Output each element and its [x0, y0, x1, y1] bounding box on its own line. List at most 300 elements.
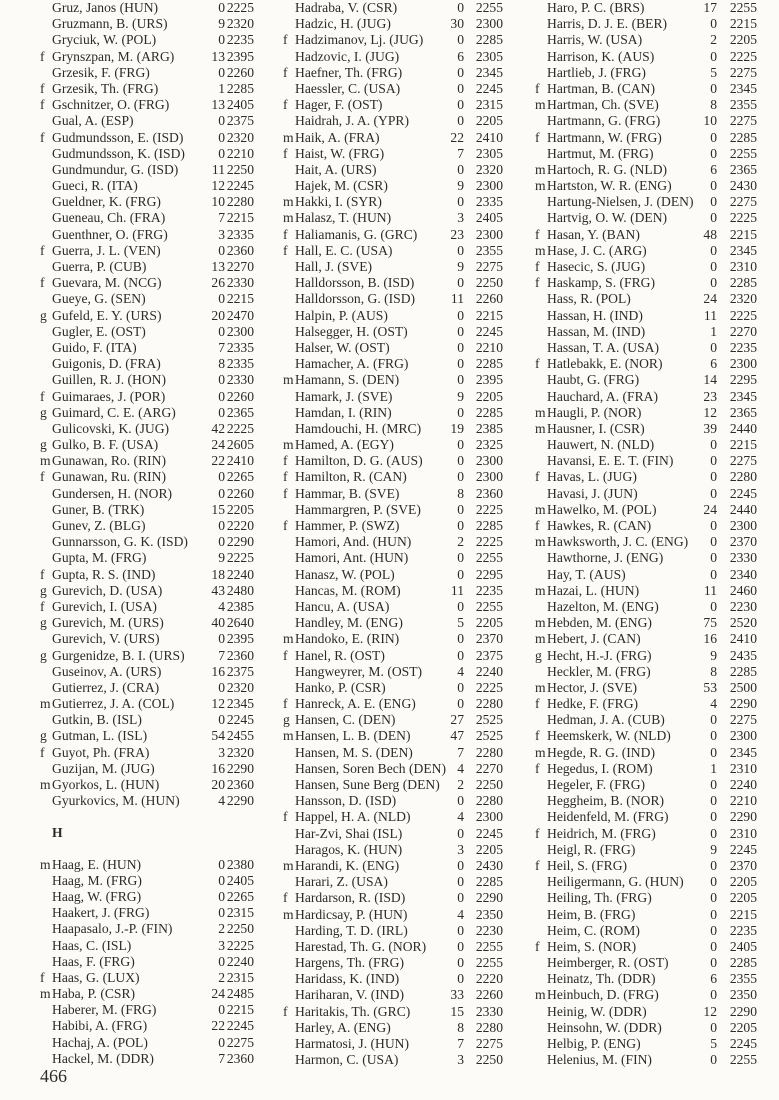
player-entry [535, 81, 760, 97]
rating: 2245 [729, 485, 757, 501]
player-entry [283, 890, 508, 906]
player-name: Hay, T. (AUS) [547, 566, 626, 582]
title-code: m [535, 404, 546, 420]
player-entry [535, 65, 760, 81]
rating: 2245 [475, 825, 503, 841]
title-code: m [283, 372, 294, 388]
player-entry [535, 696, 760, 712]
rating: 2275 [729, 64, 757, 80]
games-count: 5 [710, 64, 717, 80]
player-name: Hansen, C. (DEN) [295, 712, 396, 728]
player-entry [535, 372, 760, 388]
player-name: Hammargren, P. (SVE) [295, 501, 421, 517]
player-name: Habibi, A. (FRG) [52, 1018, 148, 1034]
player-name: Heinbuch, D. (FRG) [547, 987, 659, 1003]
rating: 2220 [475, 971, 503, 987]
player-entry [283, 1052, 508, 1068]
games-count: 20 [211, 777, 225, 792]
rating: 2290 [226, 793, 254, 809]
rating: 2215 [226, 291, 254, 307]
player-name: Haugli, P. (NOR) [547, 404, 642, 420]
player-entry [283, 97, 508, 113]
games-count: 9 [457, 178, 464, 194]
player-name: Helbig, P. (ENG) [547, 1036, 641, 1051]
player-name: Hauwert, N. (NLD) [547, 437, 655, 453]
games-count: 17 [703, 0, 717, 15]
games-count: 9 [710, 841, 717, 857]
player-name: Hansen, Soren Bech (DEN) [295, 760, 446, 776]
player-name: Gupta, M. (FRG) [52, 550, 147, 566]
title-code: g [40, 437, 47, 453]
player-entry [535, 842, 760, 858]
player-entry [40, 1051, 260, 1067]
player-entry [283, 275, 508, 291]
player-entry [535, 291, 760, 307]
player-entry [40, 680, 260, 696]
games-count: 0 [218, 372, 225, 388]
games-count: 0 [218, 469, 225, 485]
games-count: 0 [218, 872, 225, 888]
games-count: 0 [710, 145, 717, 161]
rating: 2255 [475, 598, 503, 614]
rating: 2330 [729, 550, 757, 566]
player-entry [40, 275, 260, 291]
games-count: 8 [710, 97, 717, 113]
games-count: 5 [457, 615, 464, 631]
games-count: 0 [457, 938, 464, 954]
rating: 2275 [475, 259, 503, 274]
rating: 2225 [729, 210, 757, 226]
games-count: 0 [710, 938, 717, 954]
player-name: Gschnitzer, O. (FRG) [52, 97, 170, 113]
player-entry [283, 583, 508, 599]
player-name: Hamed, A. (EGY) [295, 437, 394, 453]
rating: 2345 [729, 388, 757, 404]
player-entry [40, 340, 260, 356]
player-name: Hasecic, S. (JUG) [547, 259, 646, 274]
title-code: f [535, 129, 540, 145]
rating: 2280 [475, 744, 503, 760]
rating: 2335 [226, 226, 254, 242]
player-name: Gyorkos, L. (HUN) [52, 777, 160, 792]
player-name: Hancas, M. (ROM) [295, 582, 401, 598]
player-entry [535, 664, 760, 680]
player-name: Heidenfeld, M. (FRG) [547, 809, 669, 825]
player-name: Guevara, M. (NCG) [52, 275, 162, 291]
player-name: Harding, T. D. (IRL) [295, 922, 408, 938]
player-entry [40, 486, 260, 502]
games-count: 0 [457, 356, 464, 372]
rating: 2260 [475, 987, 503, 1003]
games-count: 0 [710, 194, 717, 210]
games-count: 19 [450, 420, 464, 436]
player-name: Hachaj, A. (POL) [52, 1034, 148, 1050]
player-entry [283, 194, 508, 210]
player-entry [283, 534, 508, 550]
rating: 2405 [226, 872, 254, 888]
player-name: Gutman, L. (ISL) [52, 728, 148, 744]
player-name: Haefner, Th. (FRG) [295, 64, 403, 80]
player-entry [535, 130, 760, 146]
games-count: 23 [450, 226, 464, 242]
player-entry [40, 210, 260, 226]
games-count: 0 [710, 518, 717, 533]
rating: 2295 [475, 566, 503, 582]
rating: 2215 [475, 307, 503, 323]
player-entry [40, 453, 260, 469]
games-count: 0 [457, 194, 464, 210]
title-code: m [283, 194, 294, 210]
player-entry [535, 421, 760, 437]
games-count: 39 [703, 420, 717, 436]
player-name: Hadraba, V. (CSR) [295, 0, 398, 15]
rating: 2320 [226, 744, 254, 760]
player-entry [535, 502, 760, 518]
player-entry [283, 162, 508, 178]
title-code: g [40, 647, 47, 663]
games-count: 0 [710, 825, 717, 841]
player-name: Gudmundsson, E. (ISD) [52, 129, 184, 145]
player-entry [283, 356, 508, 372]
rating: 2235 [729, 922, 757, 938]
player-entry [283, 437, 508, 453]
games-count: 13 [211, 97, 225, 113]
title-code: m [40, 453, 51, 469]
player-entry [535, 16, 760, 32]
player-name: Hanko, P. (CSR) [295, 679, 386, 695]
title-code: f [535, 825, 540, 841]
player-name: Grynszpan, M. (ARG) [52, 48, 175, 64]
player-entry [283, 1004, 508, 1020]
player-entry [40, 696, 260, 712]
title-code: m [535, 242, 546, 258]
games-count: 0 [710, 809, 717, 825]
title-code: f [535, 696, 540, 712]
rating: 2205 [729, 32, 757, 48]
player-entry [535, 178, 760, 194]
player-entry [283, 243, 508, 259]
player-entry [283, 955, 508, 971]
rating: 2205 [226, 501, 254, 517]
player-name: Hammar, B. (SVE) [295, 485, 400, 501]
player-name: Havansi, E. E. T. (FIN) [547, 453, 674, 469]
player-name: Gryciuk, W. (POL) [52, 32, 157, 48]
games-count: 0 [218, 631, 225, 647]
player-entry [283, 728, 508, 744]
rating: 2355 [729, 971, 757, 987]
title-code: f [283, 1003, 288, 1019]
player-name: Gudmundsson, K. (ISD) [52, 145, 185, 161]
games-count: 40 [211, 615, 225, 631]
games-count: 0 [457, 631, 464, 647]
player-name: Grzesik, F. (FRG) [52, 64, 150, 80]
player-entry [283, 372, 508, 388]
player-name: Hamori, And. (HUN) [295, 534, 412, 550]
player-name: Harley, A. (ENG) [295, 1019, 391, 1035]
games-count: 0 [710, 210, 717, 226]
games-count: 27 [450, 712, 464, 728]
player-name: Hector, J. (SVE) [547, 679, 638, 695]
player-entry [283, 826, 508, 842]
games-count: 2 [457, 534, 464, 550]
player-entry [283, 712, 508, 728]
title-code: f [40, 969, 45, 985]
games-count: 0 [218, 145, 225, 161]
games-count: 0 [710, 987, 717, 1003]
games-count: 7 [457, 145, 464, 161]
player-name: Hansen, Sune Berg (DEN) [295, 777, 440, 792]
rating: 2240 [226, 953, 254, 969]
player-name: Hall, E. C. (USA) [295, 242, 393, 258]
games-count: 0 [710, 242, 717, 258]
title-code: m [283, 210, 294, 226]
player-name: Har-Zvi, Shai (ISL) [295, 825, 403, 841]
player-entry [535, 874, 760, 890]
rating: 2410 [226, 453, 254, 469]
player-entry [40, 534, 260, 550]
player-entry [40, 32, 260, 48]
title-code: m [535, 178, 546, 194]
games-count: 0 [218, 1034, 225, 1050]
player-name: Hakki, I. (SYR) [295, 194, 382, 210]
rating: 2440 [729, 501, 757, 517]
title-code: m [535, 534, 546, 550]
games-count: 11 [450, 582, 464, 598]
player-entry [535, 32, 760, 48]
player-name: Gurevich, I. (USA) [52, 598, 157, 614]
player-entry [40, 243, 260, 259]
player-entry [40, 178, 260, 194]
rating: 2360 [226, 647, 254, 663]
games-count: 0 [218, 64, 225, 80]
player-name: Gundersen, H. (NOR) [52, 485, 173, 501]
games-count: 0 [457, 518, 464, 533]
player-name: Hass, R. (POL) [547, 291, 631, 307]
player-name: Haik, A. (FRA) [295, 129, 380, 145]
player-name: Hase, J. C. (ARG) [547, 242, 647, 258]
games-count: 53 [703, 679, 717, 695]
games-count: 0 [218, 888, 225, 904]
player-entry [535, 826, 760, 842]
player-entry [40, 615, 260, 631]
player-entry [283, 631, 508, 647]
rating: 2255 [729, 145, 757, 161]
title-code: m [40, 856, 51, 872]
player-entry [40, 0, 260, 16]
player-name: Hadzovic, I. (JUG) [295, 48, 400, 64]
title-code: g [40, 307, 47, 323]
player-name: Guimaraes, J. (POR) [52, 388, 166, 404]
rating: 2275 [729, 453, 757, 469]
rating: 2235 [729, 339, 757, 355]
player-entry [535, 486, 760, 502]
player-name: Halldorsson, B. (ISD) [295, 275, 415, 291]
games-count: 22 [211, 1018, 225, 1034]
title-code: f [283, 518, 288, 533]
player-name: Heidrich, M. (FRG) [547, 825, 656, 841]
player-name: Hassan, M. (IND) [547, 323, 646, 339]
games-count: 0 [457, 874, 464, 890]
player-entry [40, 664, 260, 680]
rating: 2225 [226, 420, 254, 436]
rating: 2245 [226, 712, 254, 728]
title-code: m [535, 420, 546, 436]
games-count: 6 [710, 356, 717, 372]
games-count: 47 [450, 728, 464, 744]
title-code: f [283, 64, 288, 80]
games-count: 10 [703, 113, 717, 129]
rating: 2405 [729, 938, 757, 954]
player-name: Haessler, C. (USA) [295, 80, 401, 96]
player-entry [40, 227, 260, 243]
player-entry [283, 113, 508, 129]
player-entry [535, 923, 760, 939]
player-name: Harestad, Th. G. (NOR) [295, 938, 427, 954]
rating: 2345 [729, 242, 757, 258]
games-count: 0 [457, 32, 464, 48]
player-name: Heim, C. (ROM) [547, 922, 640, 938]
games-count: 0 [710, 890, 717, 906]
player-name: Guenthner, O. (FRG) [52, 226, 168, 242]
title-code: f [40, 388, 45, 404]
rating: 2210 [729, 793, 757, 809]
games-count: 0 [710, 728, 717, 744]
player-name: Gurevich, D. (USA) [52, 582, 163, 598]
player-name: Guigonis, D. (FRA) [52, 356, 161, 372]
rating: 2225 [475, 501, 503, 517]
player-entry [40, 889, 260, 905]
player-name: Heil, S. (FRG) [547, 857, 628, 873]
games-count: 0 [218, 32, 225, 48]
title-code: f [40, 48, 45, 64]
title-code: f [535, 518, 540, 533]
games-count: 0 [710, 453, 717, 469]
games-count: 3 [218, 937, 225, 953]
games-count: 1 [218, 80, 225, 96]
player-entry [535, 955, 760, 971]
player-name: Haritakis, Th. (GRC) [295, 1003, 411, 1019]
title-code: m [283, 728, 294, 744]
player-entry [40, 1002, 260, 1018]
player-name: Hawkes, R. (CAN) [547, 518, 652, 533]
games-count: 18 [211, 566, 225, 582]
games-count: 0 [457, 857, 464, 873]
games-count: 0 [457, 161, 464, 177]
rating: 2355 [475, 242, 503, 258]
player-name: Halldorsson, G. (ISD) [295, 291, 416, 307]
rating: 2270 [475, 760, 503, 776]
player-name: Gutkin, B. (ISL) [52, 712, 142, 728]
player-name: Haas, F. (FRG) [52, 953, 135, 969]
rating: 2280 [475, 793, 503, 809]
rating: 2395 [226, 631, 254, 647]
player-entry [535, 113, 760, 129]
title-code: m [535, 501, 546, 517]
player-entry [40, 518, 260, 534]
games-count: 3 [457, 210, 464, 226]
rating: 2300 [729, 518, 757, 533]
player-entry [535, 745, 760, 761]
player-name: Hager, F. (OST) [295, 97, 383, 113]
player-entry [283, 648, 508, 664]
games-count: 0 [218, 323, 225, 339]
player-entry [40, 712, 260, 728]
player-name: Hegeler, F. (FRG) [547, 777, 646, 792]
games-count: 11 [450, 291, 464, 307]
player-name: Hausner, I. (CSR) [547, 420, 645, 436]
player-name: Hall, J. (SVE) [295, 259, 373, 274]
player-name: Hartman, B. (CAN) [547, 80, 655, 96]
games-count: 0 [457, 323, 464, 339]
player-name: Hasan, Y. (BAN) [547, 226, 640, 242]
games-count: 0 [218, 388, 225, 404]
rating: 2255 [729, 1052, 757, 1068]
player-entry [40, 130, 260, 146]
title-code: f [283, 647, 288, 663]
player-name: Heiling, Th. (FRG) [547, 890, 652, 906]
player-name: Halser, W. (OST) [295, 339, 390, 355]
player-entry [40, 146, 260, 162]
title-code: m [535, 97, 546, 113]
games-count: 0 [218, 485, 225, 501]
rating: 2280 [729, 469, 757, 485]
games-count: 54 [211, 728, 225, 744]
player-entry [535, 437, 760, 453]
games-count: 0 [710, 485, 717, 501]
player-name: Hartung-Nielsen, J. (DEN) [547, 194, 694, 210]
player-entry [535, 49, 760, 65]
games-count: 3 [218, 744, 225, 760]
player-entry [40, 356, 260, 372]
games-count: 0 [457, 550, 464, 566]
player-name: Haapasalo, J.-P. (FIN) [52, 921, 173, 937]
games-count: 30 [450, 16, 464, 32]
title-code: m [535, 615, 546, 631]
games-count: 3 [218, 226, 225, 242]
games-count: 20 [211, 307, 225, 323]
games-count: 0 [457, 80, 464, 96]
games-count: 13 [211, 259, 225, 274]
player-entry [40, 954, 260, 970]
games-count: 42 [211, 420, 225, 436]
column-middle [283, 0, 508, 1068]
rating: 2205 [475, 615, 503, 631]
rating: 2255 [475, 955, 503, 971]
games-count: 9 [710, 647, 717, 663]
games-count: 2 [710, 32, 717, 48]
rating: 2210 [226, 145, 254, 161]
rating: 2275 [729, 712, 757, 728]
rating: 2260 [226, 485, 254, 501]
player-entry [283, 32, 508, 48]
player-name: Halpin, P. (AUS) [295, 307, 388, 323]
player-entry [283, 696, 508, 712]
rating: 2385 [226, 598, 254, 614]
rating: 2205 [729, 890, 757, 906]
rating: 2215 [729, 226, 757, 242]
games-count: 6 [710, 161, 717, 177]
title-code: f [535, 356, 540, 372]
rating: 2375 [226, 663, 254, 679]
games-count: 24 [703, 291, 717, 307]
player-name: Gutierrez, J. A. (COL) [52, 696, 175, 712]
rating: 2370 [729, 534, 757, 550]
games-count: 12 [703, 404, 717, 420]
player-entry [535, 1052, 760, 1068]
player-entry [535, 1004, 760, 1020]
player-entry [40, 550, 260, 566]
rating: 2205 [475, 113, 503, 129]
